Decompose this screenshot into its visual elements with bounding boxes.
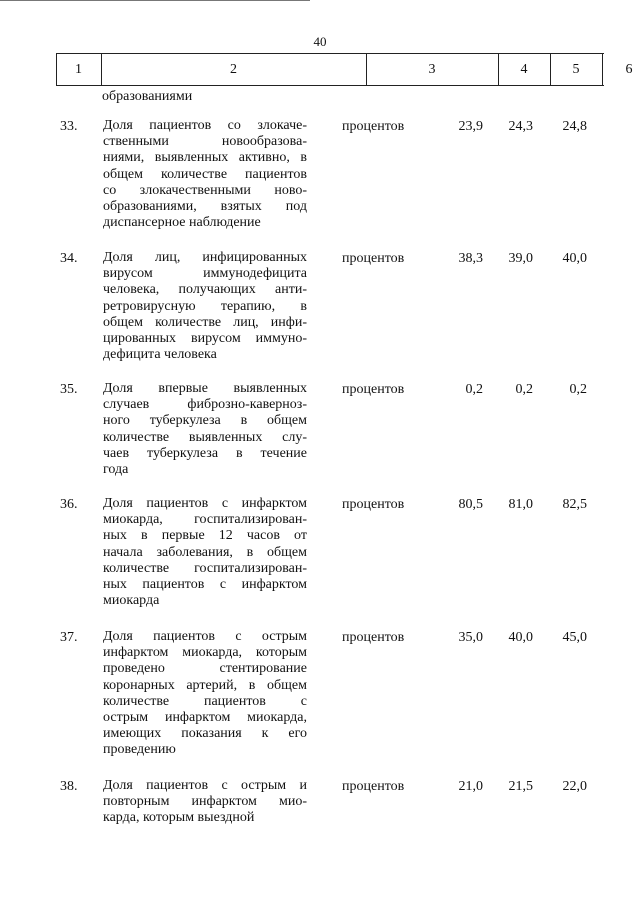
description-line: повторным инфарктом мио- xyxy=(103,794,307,810)
indicator-description xyxy=(103,496,307,609)
unit-cell: процентов xyxy=(342,497,405,512)
description-line: случаев фиброзно-кавернoз- xyxy=(103,397,307,413)
description-line: Доля пациентов со злокаче- xyxy=(103,118,307,133)
description-line: человека, получающих анти- xyxy=(103,282,307,298)
value-col-4: 38,3 xyxy=(458,251,483,266)
description-line: начала заболевания, в общем xyxy=(103,544,307,560)
description-line: образованиями, взятых под xyxy=(103,199,307,215)
description-line: ственными новообразова- xyxy=(103,134,307,150)
header-col-4: 4 xyxy=(520,62,528,77)
value-col-6: 45,0 xyxy=(562,630,587,645)
indicator-description xyxy=(103,381,307,478)
unit-cell: процентов xyxy=(342,119,405,134)
description-line: года xyxy=(103,462,129,478)
description-line: ных в первые 12 часов от xyxy=(103,528,307,544)
continuation-text: образованиями xyxy=(102,89,193,104)
top-rule xyxy=(0,0,310,1)
value-col-5: 39,0 xyxy=(508,251,533,266)
value-col-5: 24,3 xyxy=(508,119,533,134)
description-line: со злокачественными ново- xyxy=(103,182,307,198)
table-header xyxy=(56,53,633,86)
value-col-5: 0,2 xyxy=(515,382,533,397)
description-line: вирусом иммунодефицита xyxy=(103,266,307,282)
description-line: Доля лиц, инфицированных xyxy=(103,250,307,265)
header-col-2: 2 xyxy=(230,62,237,77)
description-line: ретровирусную терапию, в xyxy=(103,298,307,314)
value-col-6: 40,0 xyxy=(562,251,587,266)
row-number: 35. xyxy=(60,382,78,397)
description-line: имеющих показания к его xyxy=(103,726,307,742)
description-line: диспансерное наблюдение xyxy=(103,215,261,231)
indicator-description xyxy=(103,629,307,759)
value-col-4: 21,0 xyxy=(458,779,483,794)
value-col-6: 22,0 xyxy=(562,779,587,794)
header-col-5: 5 xyxy=(572,62,580,77)
unit-cell: процентов xyxy=(342,630,405,645)
row-number: 38. xyxy=(60,779,78,794)
row-number: 36. xyxy=(60,497,78,512)
indicator-description xyxy=(103,118,307,231)
header-col-3: 3 xyxy=(428,62,436,77)
description-line: чаев туберкулеза в течение xyxy=(103,445,307,461)
description-line: Доля пациентов с острым xyxy=(103,629,307,644)
value-col-4: 35,0 xyxy=(458,630,483,645)
value-col-6: 82,5 xyxy=(562,497,587,512)
row-number: 37. xyxy=(60,630,78,645)
description-line: количестве выявленных слу- xyxy=(103,429,307,445)
header-col-6: 6 xyxy=(625,62,633,77)
description-line: общем количестве пациентов xyxy=(103,166,307,182)
description-line: проведению xyxy=(103,742,176,758)
description-line: острым инфарктом миокарда, xyxy=(103,710,307,726)
header-col-1: 1 xyxy=(75,62,82,77)
description-line: карда, которым выездной xyxy=(103,810,255,826)
value-col-5: 21,5 xyxy=(508,779,533,794)
value-col-4: 0,2 xyxy=(465,382,483,397)
description-line: цированных вирусом иммуно- xyxy=(103,331,307,347)
description-line: дефицита человека xyxy=(103,347,217,363)
indicator-description xyxy=(103,250,307,363)
value-col-6: 0,2 xyxy=(569,382,587,397)
description-line: Доля пациентов с инфарктом xyxy=(103,496,307,511)
description-line: ного туберкулеза в общем xyxy=(103,413,307,429)
value-col-4: 80,5 xyxy=(458,497,483,512)
description-line: ниями, выявленных активно, в xyxy=(103,150,307,166)
description-line: Доля пациентов с острым и xyxy=(103,778,307,793)
row-number: 34. xyxy=(60,251,78,266)
description-line: проведено стентирование xyxy=(103,661,307,677)
page-number: 40 xyxy=(313,34,327,49)
value-col-5: 81,0 xyxy=(508,497,533,512)
description-line: Доля впервые выявленных xyxy=(103,381,307,396)
indicator-description xyxy=(103,778,307,827)
description-line: миокарда, госпитализирован- xyxy=(103,512,307,528)
description-line: количестве госпитализирован- xyxy=(103,560,307,576)
description-line: миокарда xyxy=(103,593,160,609)
description-line: ных пациентов с инфарктом xyxy=(103,577,307,593)
unit-cell: процентов xyxy=(342,251,405,266)
value-col-4: 23,9 xyxy=(458,119,483,134)
value-col-5: 40,0 xyxy=(508,630,533,645)
row-number: 33. xyxy=(60,119,78,134)
unit-cell: процентов xyxy=(342,382,405,397)
description-line: инфарктом миокарда, которым xyxy=(103,645,307,661)
description-line: общем количестве лиц, инфи- xyxy=(103,314,307,330)
unit-cell: процентов xyxy=(342,779,405,794)
description-line: коронарных артерий, в общем xyxy=(103,677,307,693)
value-col-6: 24,8 xyxy=(562,119,587,134)
description-line: количестве пациентов с xyxy=(103,693,307,709)
